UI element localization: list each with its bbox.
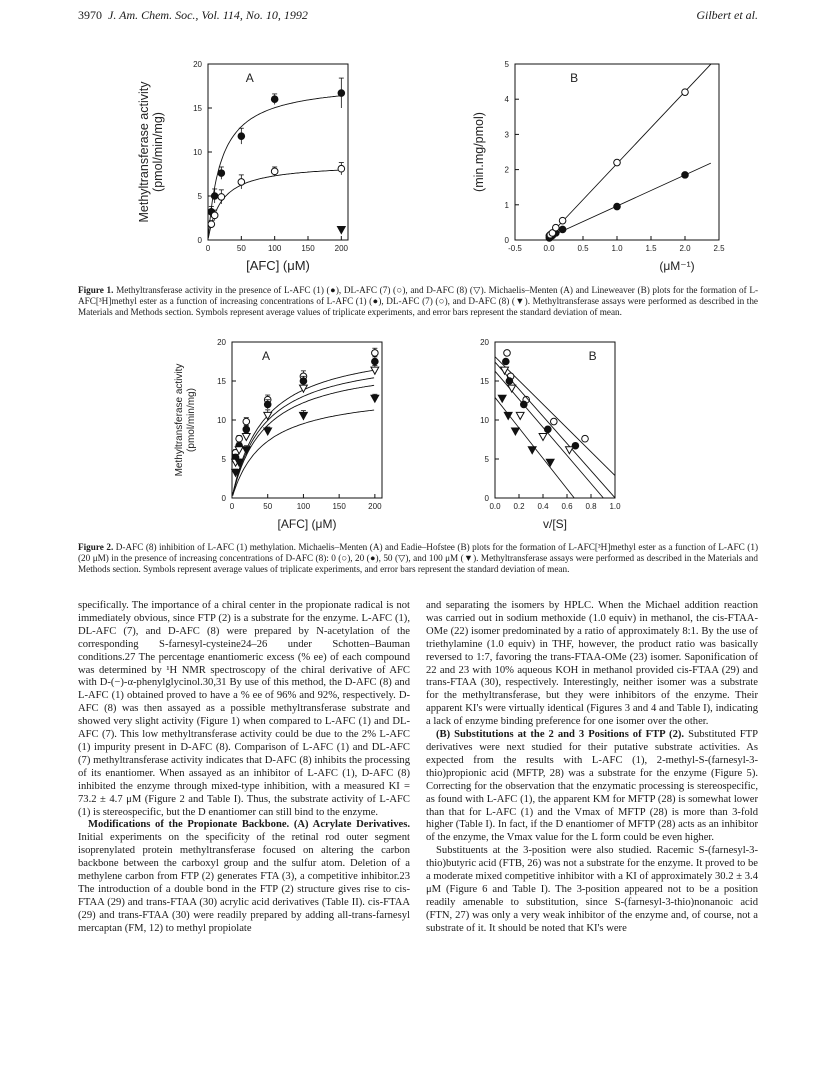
data-point [545,426,552,433]
fit-curve [233,410,374,496]
series [546,64,711,239]
data-point [211,212,218,219]
y-axis-label: Methyltransferase activity [137,81,151,223]
y-tick-label: 15 [480,377,489,386]
paragraph [426,729,758,845]
data-point [264,428,272,435]
x-tick-label: 0.0 [543,244,555,253]
y-tick-label: 20 [193,60,202,69]
paragraph-text: Substituted FTP derivatives were next studied for their putative substrate activities. As expected from the results with L-AFC (1), 2-methyl-S-(farnesyl-3-thio)propionic acid (MFTP, 28) was a substrate for the enzyme (Figure 5). Correcting for the observation that the enzymatic processing is stereospecific, as found with L-AFC (1), the apparent KM for MFTP (28) is somewhat lower than that for L-AFC (1) and the Vmax of MFTP (28) is more than 3-fold higher (Table I). In fact, if the D enantiomer of MFTP (28) acts as an inhibitor of the enzyme, the Vmax value for the L form could be even higher. [426,729,758,844]
journal-name: J. Am. Chem. Soc., [108,8,199,22]
fit-curve [208,170,340,238]
x-tick-label: 1.0 [609,502,621,511]
series [232,365,379,495]
x-tick-label: 150 [301,244,315,253]
x-tick-label: 100 [296,502,311,511]
x-tick-label: 200 [368,502,382,511]
data-point [242,433,250,440]
running-authors: Gilbert et al. [696,8,758,22]
data-point [501,367,509,374]
figure1-caption [78,285,758,318]
data-point [539,433,547,440]
y-tick-label: 5 [504,60,509,69]
paragraph: Substituents at the 3-position were also studied. Racemic S-(farnesyl-3-thio)butyric acid (FTB, 26) was not a substrate for the enzyme. It proved to be a moderate mixed competitive inhibitor with a KI of approximately 30.2 ± 3.4 μM (Figure 6 and Table I). The 3-position appeared not to be a position readily amenable to substitution, since S-(farnesyl-3-thio)nonanoic acid (FTN, 27) was only a very weak inhibitor of the enzyme and, of course, not a substrate of it. It should be noted that KI's were [426,845,758,934]
x-tick-label: 1.0 [611,244,623,253]
x-tick-label: 150 [332,502,346,511]
x-axis-label: [AFC] (μM) [277,517,337,531]
x-tick-label: 1.5 [645,244,657,253]
y-tick-label: 2 [504,165,509,175]
y-tick-label: 20 [217,338,226,347]
data-point [243,418,250,425]
x-tick-label: 0.2 [513,502,525,511]
data-point [264,401,271,408]
data-point [218,170,225,177]
x-tick-label: 0.6 [561,502,573,511]
data-point [372,358,379,365]
series [546,163,711,241]
y-tick-label: 10 [193,148,202,157]
plot-frame [515,64,719,240]
paragraph: specifically. The importance of a chiral center in the propionate radical is not immediately obvious, since FTP (2) is a substrate for the enzyme. L-AFC (1), DL-AFC (7), and D-AFC (8) were prepared by N-acetylation of the corresponding S-farnesyl-cysteine24–26 under Schotten–Bauman conditions.27 The percentage enantiomeric excess (% ee) of each compound was determined by ¹H NMR spectroscopy of the chiral derivative of AFC with D-(−)-α-phenylglycinol.30,31 By use of this method, the D-AFC (8) and L-AFC (1) obtained proved to have a % ee of 96% and 92%, respectively. D-AFC (8) was then assayed as a possible methyltransferase substrate and showed very slight activity (Figure 1) when compared to L-AFC (1) and DL-AFC (7). This low methyltransferase activity could be due to the 2% L-AFC (1) impurity present in D-AFC (8). Comparison of L-AFC (1) and DL-AFC (7) methyltransferase activity indicates that D-AFC (8) inhibits the processing of its enantiomer. When assayed as an inhibitor of L-AFC (1), D-AFC (8) inhibited the enzyme through mixed-type inhibition, with a measured KI = 73.2 ± 4.7 μM (Figure 2 and Table I). Thus, the substrate activity of L-AFC (1) is stereospecific, but the D enantiomer can still bind to the enzyme. [78,600,410,818]
y-tick-label: 10 [480,416,489,425]
data-point [506,378,513,385]
y-tick-label: 0 [197,236,202,245]
x-axis-label: v/[S] [542,517,568,531]
x-tick-label: 2.5 [713,244,725,253]
y-axis-label: Methyltransferase activity [174,363,185,477]
data-point [546,459,554,466]
figure1-caption-text: Methyltransferase activity in the presence of L-AFC (1) (●), DL-AFC (7) (○), and D-AFC (8) (▽). Michaelis–Menten (A) and Lineweaver (B) plots for the formation of L-AFC[³H]methyl ester as a function of increasing concentrations of L-AFC (1) (●), DL-AFC (7) (○), and D-AFC (8) (▼). Methyltransferase assays were performed as described in the Materials and Methods section. Symbols represent average values of triplicate experiments, and error bars represent the standard deviation of mean. [78,285,759,317]
y-axis-label: (min.mg/pmol) [472,112,486,192]
plot-frame [232,342,382,498]
series [208,163,345,239]
figure2-caption-label: Figure 2. [78,542,114,552]
data-point [551,418,558,425]
body-column-left [78,600,410,936]
data-point [338,90,345,97]
data-point [372,350,379,357]
data-point [238,179,245,186]
data-point [218,194,225,201]
figure2-panel-a [170,332,460,537]
x-tick-label: 0 [205,244,211,253]
data-point [614,203,621,210]
y-tick-label: 15 [193,104,202,113]
fit-curve [208,96,340,236]
y-tick-label: 0 [504,236,509,245]
y-tick-label: 4 [504,95,509,105]
y-tick-label: 5 [221,455,226,464]
y-axis-label: (pmol/min/mg) [151,112,165,192]
data-point [582,435,589,442]
figure2-caption [78,542,758,575]
series [208,78,345,236]
data-point [337,227,345,234]
data-point [371,395,379,402]
page-number: 3970 [78,8,102,22]
data-point [512,428,520,435]
data-point [238,133,245,140]
data-point [559,217,566,224]
y-axis-label: (pmol/min/mg) [186,388,197,452]
paragraph: and separating the isomers by HPLC. When the Michael addition reaction was carried out in sodium methoxide (1.0 equiv) in methanol, the cis-FTAA-OMe (22) isomer predominated by a ratio of approximately 8:1. By the use of triethylamine (1.0 equiv) in THF, however, the product ratio was basically reversed to 1:7, favoring the trans-FTAA-OMe (23) isomer. Saponification of 22 and 23 with 10% aqueous KOH in methanol provided cis-FTAA (29) and trans-FTAA (30), respectively. Interestingly, neither isomer was a substrate for the methyltransferase, but they were inhibitors of the enzyme. Their apparent KI's were virtually identical (Figures 3 and 4 and Table I), indicating a lack of enzyme binding preference for one isomer over the other. [426,600,758,728]
paragraph-text: Initial experiments on the specificity of the retinal rod outer segment isoprenylated protein methyltransferase focused on altering the carbon backbone between the carboxyl group and the sulfur atom. Deletion of a methylene carbon from FTP (2) generates FTA (3), a competitive inhibitor.23 The introduction of a double bond in the FTP (2) structure gives rise to cis-FTAA (29) and trans-FTAA (30) acrylic acid derivatives (Table II). cis-FTAA (29) and trans-FTAA (30) were readily prepared by adding all-trans-farnesyl mercaptan (FM, 12) to methyl propiolate [78,832,410,934]
figure2-caption-text: D-AFC (8) inhibition of L-AFC (1) methylation. Michaelis–Menten (A) and Eadie–Hofstee (B) plots for the formation of L-AFC[³H]methyl ester as a function of L-AFC (1) (20 μM) in the presence of increasing concentrations of D-AFC (8): 0 (○), 20 (●), 50 (▽), and 100 μM (▼). Methyltransferase assays were performed as described in the Materials and Methods section. Symbols represent average values of triplicate experiments, and error bars represent the standard deviation of mean. [78,542,759,574]
figure1-panel-a [137,56,380,286]
running-header [78,8,758,28]
panel-label: B [570,71,579,85]
y-tick-label: 15 [217,377,226,386]
x-tick-label: 100 [267,244,282,253]
data-point [503,358,510,365]
panel-label: A [245,71,254,85]
x-tick-label: 50 [263,502,273,511]
paragraph [78,819,410,935]
y-tick-label: 20 [480,338,489,347]
data-point [504,350,511,357]
y-tick-label: 0 [221,494,226,503]
data-point [559,226,566,233]
x-tick-label: 0 [229,502,235,511]
fit-curve [233,378,374,495]
y-tick-label: 3 [504,130,509,140]
x-tick-label: 0.4 [537,502,549,511]
data-point [682,89,689,96]
x-tick-label: 0.8 [585,502,597,511]
x-tick-label: 200 [334,244,349,253]
series [232,348,378,494]
plot-frame [208,64,348,240]
y-tick-label: 5 [484,455,489,464]
data-point [338,165,345,172]
data-point [236,435,243,442]
figure2-panel-b [465,332,655,537]
figure1-caption-label: Figure 1. [78,285,114,295]
data-point [498,395,506,402]
series [232,394,379,495]
data-point [208,221,215,228]
fit-curve [233,385,374,495]
x-tick-label: 50 [236,244,246,253]
data-point [614,159,621,166]
series [495,395,574,498]
x-tick-label: 0.5 [577,244,589,253]
y-tick-label: 0 [484,494,489,503]
data-point [528,447,536,454]
panel-label: B [588,349,597,363]
data-point [211,193,218,200]
data-point [504,412,512,419]
y-tick-label: 5 [197,192,202,201]
data-point [508,385,516,392]
section-heading: Modifications of the Propionate Backbone. (A) Acrylate Derivatives. [88,819,410,831]
data-point [566,447,574,454]
data-point [271,96,278,103]
y-tick-label: 1 [504,200,509,210]
data-point [682,172,689,179]
data-point [243,426,250,433]
data-point [516,412,524,419]
series [337,227,345,234]
figure1-panel-b [472,56,735,286]
x-tick-label: 0.0 [489,502,501,511]
x-axis-label: [AFC] (μM) [246,258,310,273]
journal-volume: Vol. 114, No. 10, 1992 [201,8,308,22]
x-tick-label: 2.0 [679,244,691,253]
series [495,350,615,476]
x-tick-label: -0.5 [508,244,522,253]
body-column-right [426,600,758,936]
section-heading: (B) Substitutions at the 2 and 3 Positions of FTP (2). [436,729,685,741]
panel-label: A [262,349,271,363]
data-point [300,412,308,419]
data-point [553,224,560,231]
x-axis-label: (μM⁻¹) [659,259,695,273]
data-point [271,168,278,175]
y-tick-label: 10 [217,416,226,425]
